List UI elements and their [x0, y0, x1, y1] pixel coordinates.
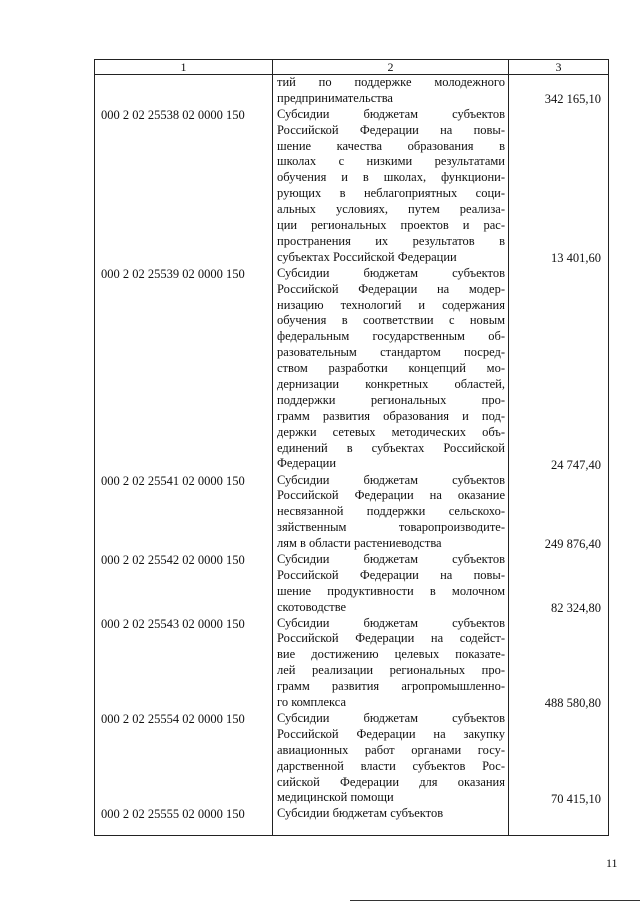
- description-line: зяйственным товаропроизводите-: [277, 520, 505, 535]
- budget-table: [94, 59, 609, 836]
- description-line: шение продуктивности в молочном: [277, 583, 505, 598]
- description-line: Субсидии бюджетам субъектов: [277, 806, 444, 821]
- description-line: лей реализации региональных про-: [277, 663, 505, 678]
- description-line: Российской Федерации на оказание: [277, 488, 505, 503]
- description-line: Российской Федерации на повы-: [277, 122, 505, 137]
- description-line: пространения их результатов в: [277, 233, 505, 248]
- column-header-1: 1: [180, 60, 187, 74]
- description-line: Субсидии бюджетам субъектов: [277, 265, 505, 280]
- description-line: ции региональных проектов и рас-: [277, 218, 505, 233]
- row-description: [277, 75, 505, 107]
- row-amount: 488 580,80: [544, 696, 601, 711]
- description-line: Субсидии бюджетам субъектов: [277, 106, 505, 121]
- description-line: дернизации конкретных областей,: [277, 377, 505, 392]
- description-line: Российской Федерации на модер-: [277, 281, 505, 296]
- description-line: го комплекса: [277, 695, 347, 710]
- description-line: Федерации: [277, 456, 337, 471]
- row-description: [277, 266, 505, 473]
- description-line: поддержки региональных про-: [277, 392, 505, 407]
- column-divider-2: [508, 60, 509, 835]
- row-amount: 13 401,60: [551, 250, 601, 265]
- row-description: [277, 711, 505, 806]
- description-line: Российской Федерации на содейст-: [277, 631, 505, 646]
- description-line: дарственной власти субъектов Рос-: [277, 758, 505, 773]
- row-amount: 82 324,80: [551, 600, 601, 615]
- description-line: альных условиях, путем реализа-: [277, 202, 505, 217]
- page-number: 11: [606, 856, 618, 870]
- description-line: Российской Федерации на закупку: [277, 726, 505, 741]
- bottom-rule: [350, 900, 640, 901]
- description-line: медицинской помощи: [277, 790, 394, 805]
- row-amount: 342 165,10: [544, 91, 601, 106]
- description-line: ством разработки концепций мо-: [277, 361, 505, 376]
- row-description: [277, 552, 505, 616]
- row-code: 000 2 02 25538 02 0000 150: [101, 107, 245, 122]
- description-line: федеральным государственным об-: [277, 329, 505, 344]
- description-line: предпринимательства: [277, 90, 393, 105]
- description-line: несвязанной поддержки сельскохо-: [277, 504, 505, 519]
- description-line: скотоводстве: [277, 599, 347, 614]
- description-line: грамм развития агропромышленно-: [277, 679, 505, 694]
- description-line: держки сетевых методических объ-: [277, 424, 505, 439]
- row-code: 000 2 02 25555 02 0000 150: [101, 807, 245, 822]
- row-code: 000 2 02 25554 02 0000 150: [101, 712, 245, 726]
- description-line: авиационных работ органами госу-: [277, 742, 505, 757]
- description-line: шение качества образования в: [277, 138, 505, 153]
- row-description: [277, 806, 505, 822]
- column-divider-1: [272, 60, 273, 835]
- description-line: субъектах Российской Федерации: [277, 249, 457, 264]
- description-line: школах с низкими результатами: [277, 154, 505, 169]
- row-description: [277, 473, 505, 552]
- description-line: Российской Федерации на повы-: [277, 567, 505, 582]
- description-line: вие достижению целевых показате-: [277, 647, 505, 662]
- description-line: обучения в соответствии с новым: [277, 313, 505, 328]
- row-code: 000 2 02 25541 02 0000 150: [101, 473, 245, 488]
- description-line: Субсидии бюджетам субъектов: [277, 711, 505, 725]
- description-line: тий по поддержке молодежного: [277, 75, 505, 89]
- description-line: единений в субъектах Российской: [277, 440, 505, 455]
- description-line: Субсидии бюджетам субъектов: [277, 472, 505, 487]
- row-code: 000 2 02 25542 02 0000 150: [101, 553, 245, 567]
- row-amount: 249 876,40: [544, 537, 601, 552]
- description-line: сийской Федерации для оказания: [277, 774, 505, 789]
- row-description: [277, 107, 505, 266]
- description-line: Субсидии бюджетам субъектов: [277, 615, 505, 630]
- row-code: 000 2 02 25539 02 0000 150: [101, 266, 245, 281]
- description-line: разовательным стандартом посред-: [277, 345, 505, 360]
- description-line: лям в области растениеводства: [277, 536, 442, 551]
- row-amount: 24 747,40: [551, 457, 601, 472]
- column-header-2: 2: [387, 60, 394, 74]
- description-line: рующих в неблагоприятных соци-: [277, 186, 505, 201]
- description-line: обучения и в школах, функциони-: [277, 170, 505, 185]
- column-header-3: 3: [555, 60, 562, 74]
- description-line: грамм развития образования и под-: [277, 408, 505, 423]
- row-description: [277, 616, 505, 711]
- description-line: Субсидии бюджетам субъектов: [277, 552, 505, 566]
- description-line: низацию технологий и содержания: [277, 297, 505, 312]
- row-code: 000 2 02 25543 02 0000 150: [101, 616, 245, 631]
- row-amount: 70 415,10: [551, 791, 601, 806]
